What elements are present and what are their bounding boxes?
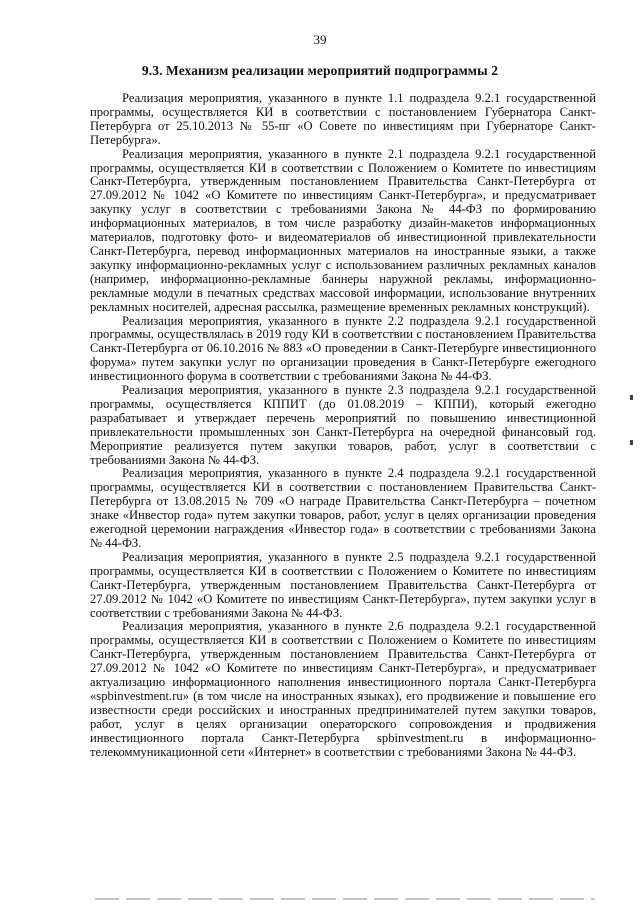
section-title: 9.3. Механизм реализации мероприятий подпрограммы 2 [141, 63, 499, 78]
page-number: 39 [313, 32, 327, 47]
paragraph-7: Реализация мероприятия, указанного в пункте 2.6 подраздела 9.2.1 государственной программы, осуществляется КИ в соответствии с Положением о Комитете по инвестициям Санкт-Петербурга, утвержденным постановлением Правительства Санкт-Петербурга от 27.09.2012 № 1042 «О Комитете по инвестициям Санкт-Петербурга», и предусматривает актуализацию информационного наполнения инвестиционного портала Санкт-Петербурга «spbinvestment.ru» (в том числе на иностранных языках), его продвижение и повышение его известности среди российских и иностранных предпринимателей путем закупки товаров, работ, услуг в целях организации операторского сопровождения и продвижения инвестиционного портала Санкт-Петербурга spbinvestment.ru в информационно-телекоммуникационной сети «Интернет» в соответствии с требованиями Закона № 44-ФЗ. [90, 619, 596, 759]
paragraph-5: Реализация мероприятия, указанного в пункте 2.4 подраздела 9.2.1 государственной программы, осуществляется КИ в соответствии с постановлением Правительства Санкт-Петербурга от 13.08.2015 № 709 «О награде Правительства Санкт-Петербурга – почетном знаке «Инвестор года» путем закупки товаров, работ, услуг в целях организации проведения ежегодной церемонии награждения «Инвестор года» в соответствии с требованиями Закона № 44-ФЗ. [90, 466, 596, 550]
bottom-scan-artifact [95, 898, 595, 900]
document-body [90, 92, 596, 760]
paragraph-4: Реализация мероприятия, указанного в пункте 2.3 подраздела 9.2.1 государственной программы, осуществляется КППИТ (до 01.08.2019 – КППИ), который ежегодно разрабатывает и утверждает перечень мероприятий по повышению инвестиционной привлекательности промышленных зон Санкт-Петербурга на очередной финансовый год. Мероприятие реализуется путем закупки товаров, работ, услуг в соответствии с требованиями Закона № 44-ФЗ. [90, 383, 596, 467]
scan-artifact-mark [630, 440, 633, 445]
paragraph-3: Реализация мероприятия, указанного в пункте 2.2 подраздела 9.2.1 государственной программы, осуществлялась в 2019 году КИ в соответствии с постановлением Правительства Санкт-Петербурга от 06.10.2016 № 883 «О проведении в Санкт-Петербурге инвестиционного форума» путем закупки услуг по организации проведения в Санкт-Петербурге ежегодного инвестиционного форума в соответствии с требованиями Закона № 44-ФЗ. [90, 313, 596, 384]
paragraph-1: Реализация мероприятия, указанного в пункте 1.1 подраздела 9.2.1 государственной программы, осуществляется КИ в соответствии с постановлением Губернатора Санкт-Петербурга от 25.10.2013 № 55-пг «О Совете по инвестициям при Губернаторе Санкт-Петербурга». [90, 91, 596, 147]
paragraph-6: Реализация мероприятия, указанного в пункте 2.5 подраздела 9.2.1 государственной программы, осуществляется КИ в соответствии с Положением о Комитете по инвестициям Санкт-Петербурга, утвержденным постановлением Правительства Санкт-Петербурга от 27.09.2012 № 1042 «О Комитете по инвестициям Санкт-Петербурга», путем закупки услуг в соответствии с требованиями Закона № 44-ФЗ. [90, 549, 596, 620]
scan-artifact-mark [630, 395, 633, 400]
paragraph-2: Реализация мероприятия, указанного в пункте 2.1 подраздела 9.2.1 государственной программы, осуществляется КИ в соответствии с Положением о Комитете по инвестициям Санкт-Петербурга, утвержденным постановлением Правительства Санкт-Петербурга от 27.09.2012 № 1042 «О Комитете по инвестициям Санкт-Петербурга», и предусматривает закупку услуг в соответствии с требованиями Закона № 44-ФЗ по формированию информационных материалов, в том числе разработку дизайн-макетов информационных материалов, подготовку фото- и видеоматериалов об инвестиционной привлекательности Санкт-Петербурга, перевод информационных материалов на иностранные языки, а также закупку информационно-рекламных услуг с использованием различных рекламных каналов (например, информационно-рекламные баннеры наружной рекламы, информационно-рекламные модули в печатных средствах массовой информации, использование внутренних рекламных носителей, адресная рассылка, размещение временных рекламных конструкций). [90, 146, 596, 314]
